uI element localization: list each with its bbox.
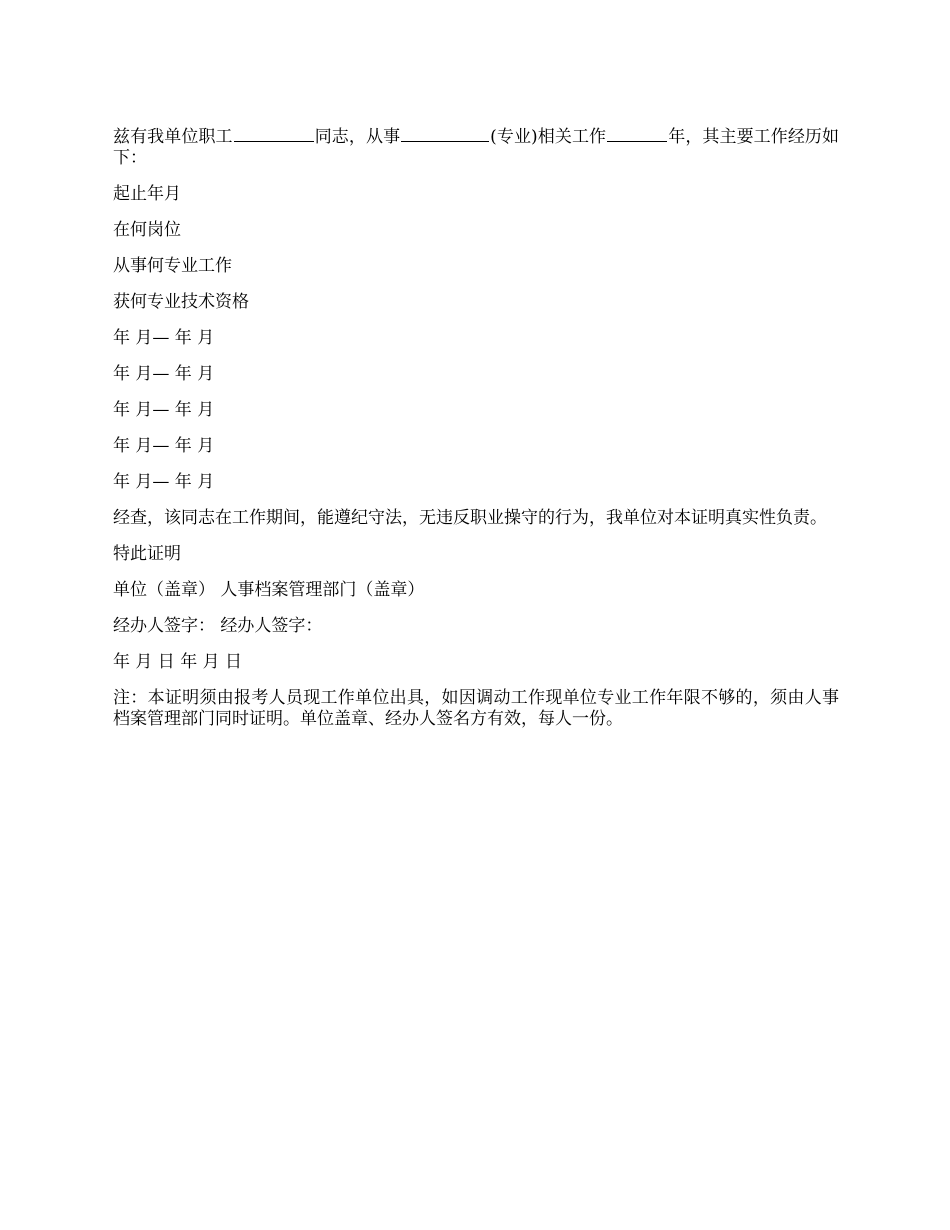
- years-blank[interactable]: [607, 124, 667, 142]
- period-row: 年 月— 年 月: [113, 472, 215, 492]
- intro-paragraph: [113, 124, 839, 169]
- certify-line: 特此证明: [113, 544, 181, 564]
- header-specialty: 从事何专业工作: [113, 256, 232, 276]
- period-row: 年 月— 年 月: [113, 436, 215, 456]
- intro-text-4: 年，其主要工作经历如下：: [113, 127, 840, 168]
- seal-line: 单位（盖章） 人事档案管理部门（盖章）: [113, 580, 425, 600]
- period-row: 年 月— 年 月: [113, 364, 215, 384]
- period-row: 年 月— 年 月: [113, 400, 215, 420]
- period-row: 年 月— 年 月: [113, 328, 215, 348]
- employee-name-blank[interactable]: [234, 124, 314, 142]
- header-position: 在何岗位: [113, 220, 181, 240]
- note-paragraph: 注：本证明须由报考人员现工作单位出具，如因调动工作现单位专业工作年限不够的，须由人事档案管理部门同时证明。单位盖章、经办人签名方有效，每人一份。: [113, 688, 839, 729]
- profession-blank[interactable]: [401, 124, 489, 142]
- statement-paragraph: 经查，该同志在工作期间，能遵纪守法，无违反职业操守的行为，我单位对本证明真实性负责。: [113, 508, 827, 528]
- intro-text-2: 同志，从事: [314, 127, 401, 147]
- intro-text-1: 兹有我单位职工: [113, 127, 233, 147]
- header-period: 起止年月: [113, 184, 181, 204]
- date-line: 年 月 日 年 月 日: [113, 652, 243, 672]
- signature-line: 经办人签字： 经办人签字：: [113, 616, 323, 636]
- certificate-document: [113, 124, 839, 745]
- intro-text-3: (专业)相关工作: [490, 127, 607, 147]
- header-qualification: 获何专业技术资格: [113, 292, 249, 312]
